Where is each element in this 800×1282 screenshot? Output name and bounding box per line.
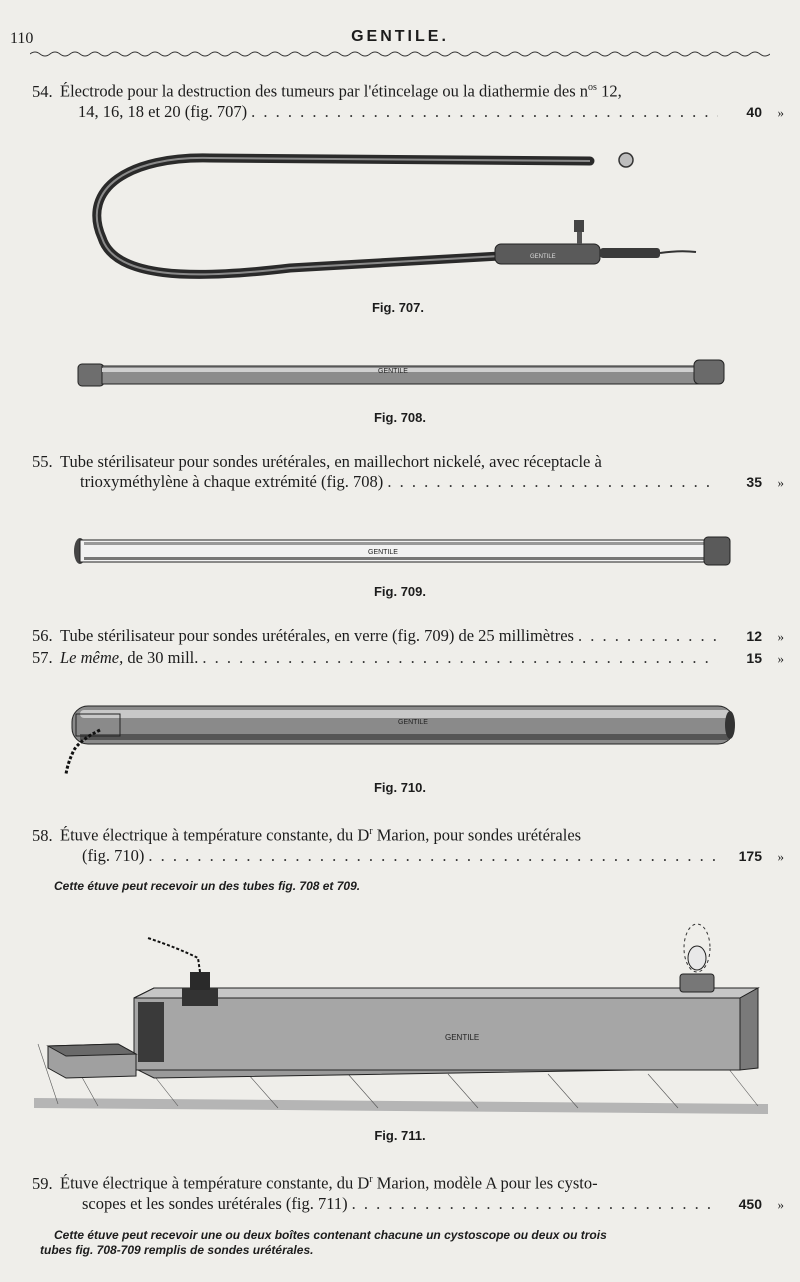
- price-unit: »: [777, 651, 784, 666]
- entry-price: 12: [746, 628, 762, 644]
- entry-text: Le même, de 30 mill.: [60, 648, 199, 667]
- glass-tube-illustration: [68, 534, 738, 568]
- entry-text: Étuve électrique à température constante, du $D^r$ Marion, modèle A pour les cysto-: [60, 1173, 598, 1193]
- entry-price: 15: [746, 650, 762, 666]
- page-header: [0, 26, 800, 52]
- leader-dots: [578, 626, 718, 646]
- entry-text-continued: (fig. 710): [82, 845, 145, 865]
- entry-text-continued: scopes et les sondes urétérales (fig. 711): [82, 1193, 348, 1213]
- leader-dots: [352, 1194, 718, 1214]
- leader-dots: [251, 102, 718, 122]
- figure-caption-710: Fig. 710.: [373, 780, 427, 795]
- page-number: 110: [10, 30, 34, 47]
- entry-price: 35: [746, 474, 762, 490]
- entry-58: [32, 822, 784, 867]
- figure-caption-709: Fig. 709.: [373, 584, 427, 599]
- note-fig-711-line2: tubes fig. 708-709 remplis de sondes urétérales.: [40, 1243, 314, 1257]
- oven-brand-label: GENTILE: [445, 1033, 480, 1042]
- note-fig-710: Cette étuve peut recevoir un des tubes fig. 708 et 709.: [54, 879, 361, 893]
- price-unit: »: [777, 104, 784, 120]
- oven-tube-brand-label: GENTILE: [398, 719, 428, 726]
- entry-text: Tube stérilisateur pour sondes urétérales, en maillechort nickelé, avec réceptacle à: [60, 452, 602, 471]
- oven-tube-illustration: [60, 700, 740, 780]
- entry-text: Étuve électrique à température constante, du $D^r$ Marion, pour sondes urétérales: [60, 825, 582, 845]
- leader-dots: [387, 472, 718, 492]
- entry-price: 175: [738, 847, 762, 864]
- entry-54: [32, 78, 784, 123]
- electrode-brand-label: GENTILE: [530, 254, 556, 260]
- electrode-illustration: [90, 148, 710, 288]
- entry-55: [32, 452, 784, 493]
- entry-price: 450: [738, 1195, 762, 1212]
- entry-56: [32, 626, 784, 647]
- entry-text: Électrode pour la destruction des tumeurs par l'étincelage ou la diathermie des $n^{os}$ 12,: [60, 81, 622, 101]
- leader-dots: [202, 648, 718, 668]
- price-unit: »: [777, 848, 784, 864]
- entry-text-continued: trioxyméthylène à chaque extrémité (fig. 708): [80, 472, 384, 491]
- entry-price: 40: [746, 103, 762, 120]
- running-title: GENTILE.: [351, 28, 449, 45]
- entry-number: 56.: [32, 626, 53, 645]
- entry-57: [32, 648, 784, 669]
- header-wavy-rule: [30, 50, 770, 58]
- price-unit: »: [777, 1196, 784, 1212]
- entry-number: 58.: [32, 825, 53, 845]
- tube-brand-label: GENTILE: [378, 368, 408, 375]
- leader-dots: [148, 846, 718, 866]
- entry-number: 55.: [32, 452, 53, 471]
- entry-number: 59.: [32, 1173, 53, 1193]
- entry-number: 54.: [32, 81, 53, 101]
- glass-tube-brand-label: GENTILE: [368, 549, 398, 556]
- entry-59: [32, 1170, 784, 1215]
- oven-illustration: [28, 918, 788, 1118]
- entry-text-continued: 14, 16, 18 et 20 (fig. 707): [78, 101, 248, 121]
- note-fig-711-line1: Cette étuve peut recevoir une ou deux boîtes contenant chacune un cystoscope ou deux ou trois: [54, 1228, 607, 1242]
- figure-caption-708: Fig. 708.: [373, 410, 427, 425]
- price-unit: »: [777, 475, 784, 490]
- price-unit: »: [777, 629, 784, 644]
- entry-text: Tube stérilisateur pour sondes urétérales, en verre (fig. 709) de 25 millimètres: [60, 626, 574, 645]
- figure-caption-711: Fig. 711.: [374, 1128, 426, 1143]
- entry-number: 57.: [32, 648, 53, 667]
- metal-tube-illustration: [74, 356, 730, 390]
- figure-caption-707: Fig. 707.: [371, 300, 425, 315]
